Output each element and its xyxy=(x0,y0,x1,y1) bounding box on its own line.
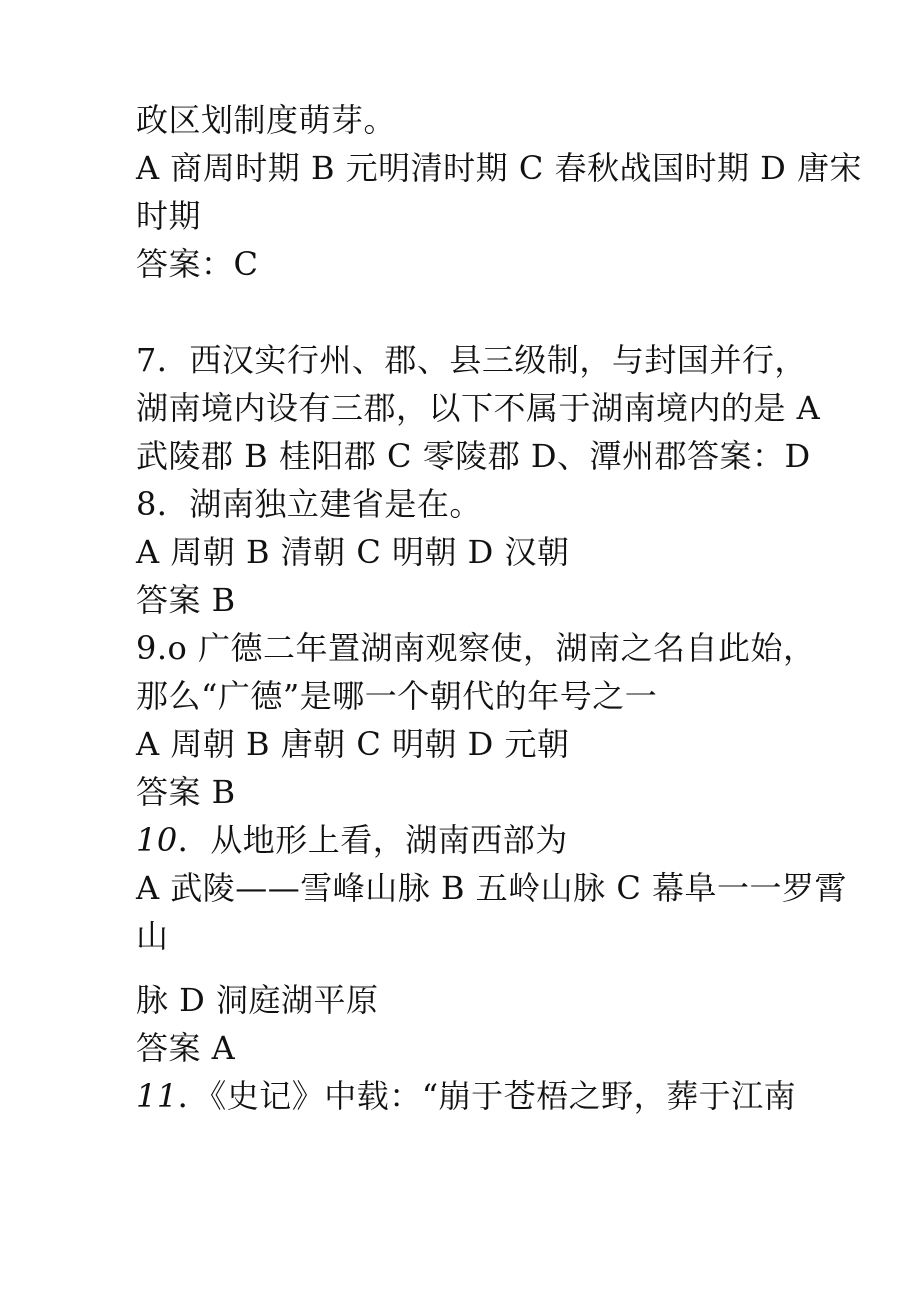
text-line: 山 xyxy=(136,917,169,955)
question-number: 11 xyxy=(136,1077,178,1115)
answer-line: 答案 B xyxy=(136,773,236,811)
question-options: A 武陵——雪峰山脉 B 五岭山脉 C 幕阜一一罗霄 xyxy=(136,869,847,907)
answer-line: 答案：C xyxy=(136,245,259,283)
answer-line: 答案 B xyxy=(136,581,236,619)
question-options: A 周朝 B 清朝 C 明朝 D 汉朝 xyxy=(136,533,570,571)
question-text: ．从地形上看，湖南西部为 xyxy=(177,821,568,859)
text-line: 武陵郡 B 桂阳郡 C 零陵郡 D、潭州郡答案：D xyxy=(136,437,811,475)
question-text: ．《史记》中载：“崩于苍梧之野，葬于江南 xyxy=(177,1077,797,1115)
text-line: 时期 xyxy=(136,197,202,235)
paragraph-gap xyxy=(136,288,786,336)
document-page xyxy=(136,96,862,1120)
answer-line: 答案 A xyxy=(136,1029,236,1067)
text-line: 脉 D 洞庭湖平原 xyxy=(136,981,379,1019)
question-7: 7．西汉实行州、郡、县三级制，与封国并行， xyxy=(136,341,807,379)
question-options: A 周朝 B 唐朝 C 明朝 D 元朝 xyxy=(136,725,570,763)
paragraph-gap xyxy=(136,960,786,976)
question-9: 9.o 广德二年置湖南观察使，湖南之名自此始， xyxy=(136,629,816,667)
question-11 xyxy=(136,1072,797,1120)
question-number: 10 xyxy=(136,821,178,859)
text-line: 那么“广德”是哪一个朝代的年号之一 xyxy=(136,677,658,715)
text-line: 政区划制度萌芽。 xyxy=(136,101,397,139)
text-line: 湖南境内设有三郡，以下不属于湖南境内的是 A xyxy=(136,389,821,427)
question-options: A 商周时期 B 元明清时期 C 春秋战国时期 D 唐宋 xyxy=(136,149,862,187)
question-10 xyxy=(136,816,786,864)
question-8: 8．湖南独立建省是在。 xyxy=(136,485,482,523)
